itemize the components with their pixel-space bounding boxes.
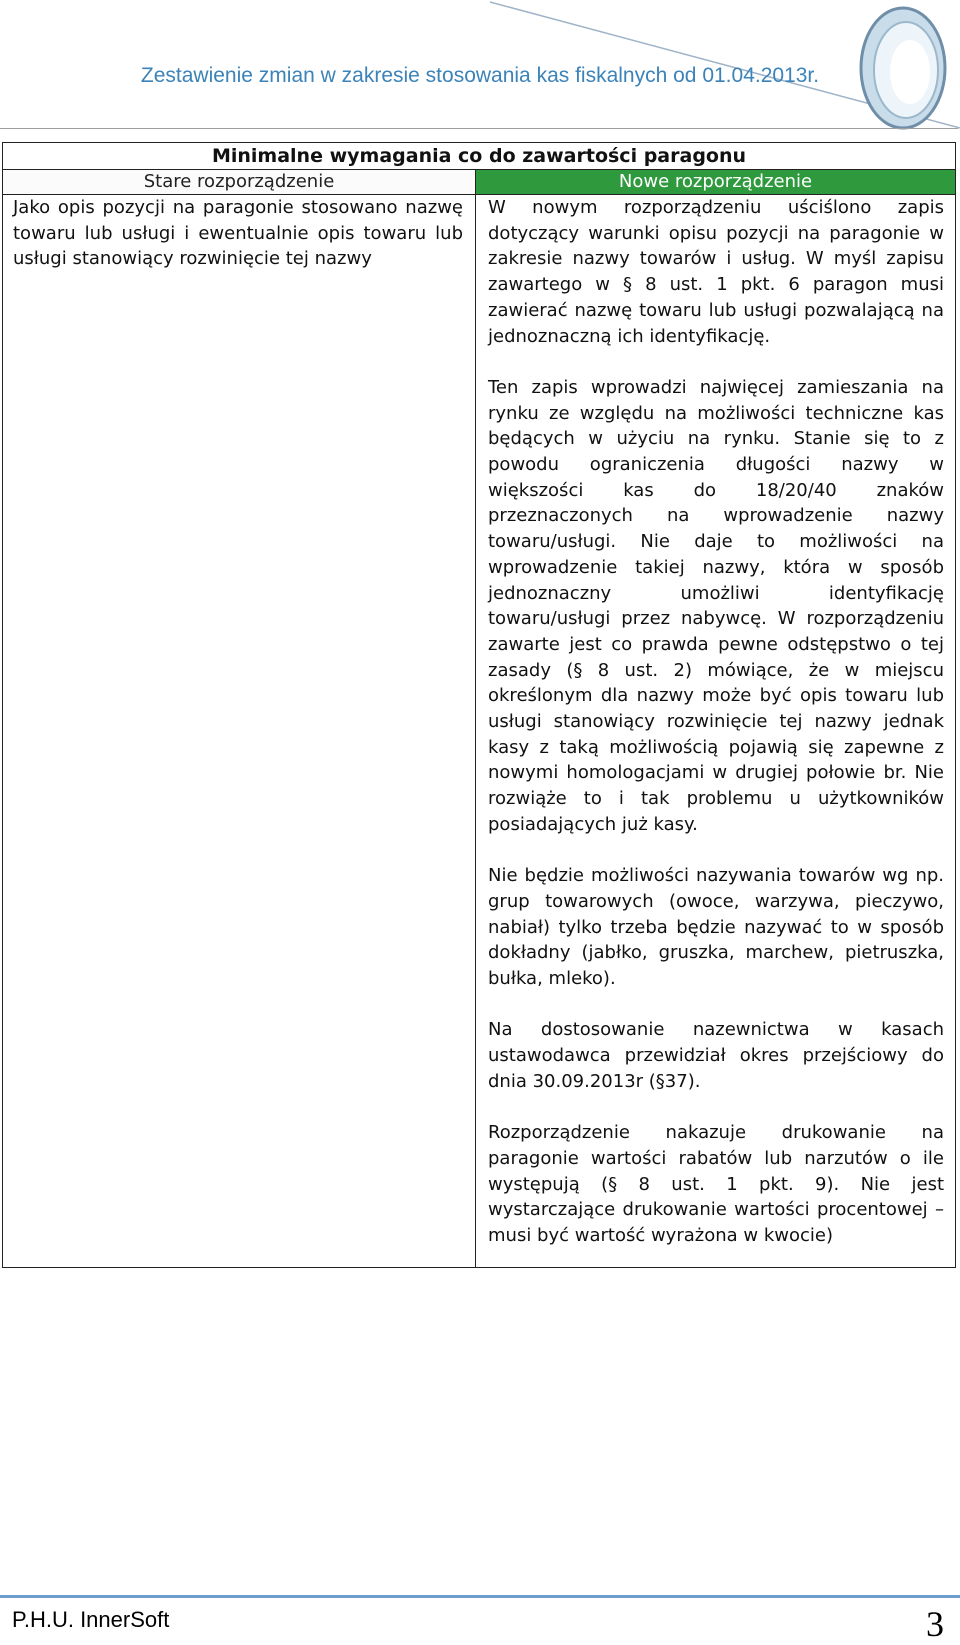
footer-company-name: P.H.U. InnerSoft	[12, 1607, 170, 1632]
new-regulation-paragraph: Nie będzie możliwości nazywania towarów wg np. grup towarowych (owoce, warzywa, pieczywo, nabiał) tylko trzeba będzie nazywać to w sposób dokładny (jabłko, gruszka, marchew, pietruszka, bułka, mleko).	[488, 865, 944, 990]
new-regulation-paragraph: Ten zapis wprowadzi najwięcej zamieszania na rynku ze względu na możliwości techniczne kas będących w użyciu na rynku. Stanie się to z powodu ograniczenia długości nazwy w większości kas do 18/20/40 znaków przeznaczonych na wprowadzenie nazwy towaru/usługi. Nie daje to możliwości na wprowadzenie takiej nazwy, która w sposób jednoznaczny umożliwi identyfikację towaru/usługi przez nabywcę. W rozporządzeniu zawarte jest co prawda pewne odstępstwo o tej zasady (§ 8 ust. 2) mówiące, że w miejscu określonym dla nazwy może być opis towaru lub usługi stanowiący rozwinięcie tej nazwy jednak kasy z taką możliwością pojawią się zapewne z nowymi homologacjami w drugiej połowie br. Nie rozwiąże to i tak problemu u użytkowników posiadających już kasy.	[488, 376, 944, 835]
new-regulation-paragraph: W nowym rozporządzeniu uściślono zapis dotyczący warunki opisu pozycji na paragonie w zakresie nazwy towarów i usług. W myśl zapisu zawartego w § 8 ust. 1 pkt. 6 paragon musi zawierać nazwę towaru lub usługi pozwalającą na jednoznaczną ich identyfikację.	[488, 197, 944, 347]
requirements-table	[2, 142, 956, 1268]
new-regulation-paragraph: Rozporządzenie nakazuje drukowanie na paragonie wartości rabatów lub narzutów o ile występują (§ 8 ust. 1 pkt. 9). Nie jest wystarczające drukowanie wartości procentowej – musi być wartość wyrażona w kwocie)	[488, 1122, 944, 1247]
column-header-new-regulation: Nowe rozporządzenie	[476, 170, 956, 195]
document-header-title: Zestawienie zmian w zakresie stosowania kas fiskalnych od 01.04.2013r.	[140, 64, 820, 87]
new-regulation-cell	[476, 195, 956, 1268]
page-number: 3	[926, 1604, 944, 1644]
new-regulation-paragraph: Na dostosowanie nazewnictwa w kasach ustawodawca przewidział okres przejściowy do dnia 30.09.2013r (§37).	[488, 1019, 944, 1092]
header-divider	[0, 128, 958, 129]
footer-divider	[0, 1595, 960, 1598]
column-header-old-regulation: Stare rozporządzenie	[3, 170, 476, 195]
old-regulation-cell	[3, 195, 476, 1268]
old-regulation-text: Jako opis pozycji na paragonie stosowano nazwę towaru lub usługi i ewentualnie opis towaru lub usługi stanowiący rozwinięcie tej nazwy	[13, 197, 463, 270]
table-title: Minimalne wymagania co do zawartości paragonu	[3, 143, 956, 170]
